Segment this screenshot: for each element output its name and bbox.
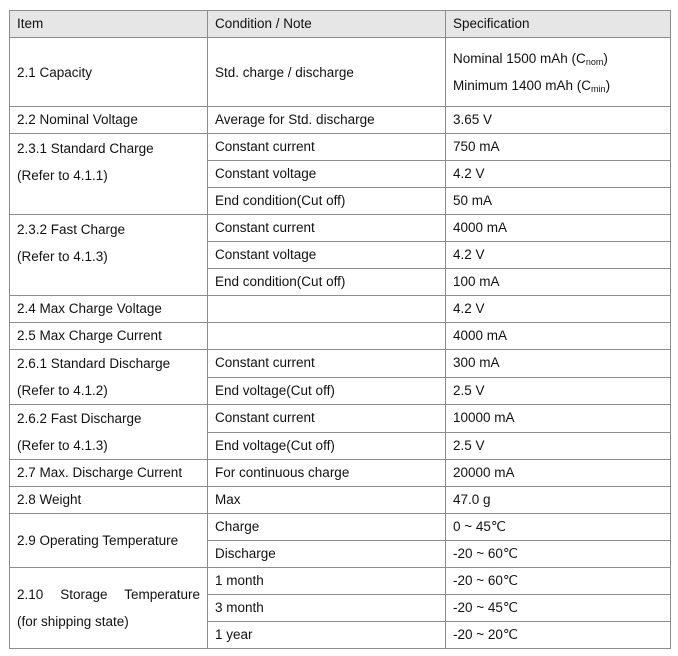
weight-item: 2.8 Weight bbox=[10, 487, 208, 514]
standard-charge-spec: 50 mA bbox=[446, 188, 671, 215]
standard-discharge-spec: 300 mA bbox=[446, 350, 671, 378]
max-discharge-current-item: 2.7 Max. Discharge Current bbox=[10, 460, 208, 487]
max-charge-voltage-item: 2.4 Max Charge Voltage bbox=[10, 296, 208, 323]
standard-charge-condition: End condition(Cut off) bbox=[208, 188, 446, 215]
weight-spec: 47.0 g bbox=[446, 487, 671, 514]
max-charge-voltage-condition bbox=[208, 296, 446, 323]
standard-discharge-condition: Constant current bbox=[208, 350, 446, 378]
standard-discharge-item: 2.6.1 Standard Discharge (Refer to 4.1.2) bbox=[10, 350, 208, 405]
operating-temperature-item: 2.9 Operating Temperature bbox=[10, 514, 208, 568]
table-row-capacity bbox=[10, 38, 671, 107]
operating-temperature-spec: -20 ~ 60℃ bbox=[446, 541, 671, 568]
capacity-condition: Std. charge / discharge bbox=[208, 38, 446, 107]
fast-charge-condition: Constant voltage bbox=[208, 242, 446, 269]
storage-temperature-condition: 1 month bbox=[208, 568, 446, 595]
capacity-spec bbox=[446, 38, 671, 107]
table-row-nominal-voltage bbox=[10, 107, 671, 134]
max-charge-voltage-spec: 4.2 V bbox=[446, 296, 671, 323]
table-header-row bbox=[10, 11, 671, 38]
standard-charge-condition: Constant current bbox=[208, 134, 446, 161]
max-charge-current-item: 2.5 Max Charge Current bbox=[10, 323, 208, 350]
capacity-nominal: Nominal 1500 mAh $(C_{nom})$ bbox=[453, 51, 608, 67]
table-row-standard-charge bbox=[10, 134, 671, 161]
nominal-voltage-condition: Average for Std. discharge bbox=[208, 107, 446, 134]
nominal-voltage-spec: 3.65 V bbox=[446, 107, 671, 134]
operating-temperature-spec: 0 ~ 45℃ bbox=[446, 514, 671, 541]
max-discharge-current-spec: 20000 mA bbox=[446, 460, 671, 487]
table-row-max-charge-voltage bbox=[10, 296, 671, 323]
fast-charge-condition: Constant current bbox=[208, 215, 446, 242]
max-discharge-current-condition: For continuous charge bbox=[208, 460, 446, 487]
max-charge-current-condition bbox=[208, 323, 446, 350]
header-condition: Condition / Note bbox=[208, 11, 446, 38]
fast-discharge-spec: 2.5 V bbox=[446, 432, 671, 460]
storage-temperature-condition: 3 month bbox=[208, 595, 446, 622]
nominal-voltage-item: 2.2 Nominal Voltage bbox=[10, 107, 208, 134]
operating-temperature-condition: Discharge bbox=[208, 541, 446, 568]
fast-charge-spec: 4.2 V bbox=[446, 242, 671, 269]
spec-table bbox=[9, 10, 671, 649]
capacity-minimum: Minimum 1400 mAh $(C_{min})$ bbox=[453, 78, 611, 94]
header-specification: Specification bbox=[446, 11, 671, 38]
table-row-fast-discharge bbox=[10, 405, 671, 433]
fast-charge-condition: End condition(Cut off) bbox=[208, 269, 446, 296]
spec-table-container bbox=[9, 10, 671, 649]
fast-charge-item: 2.3.2 Fast Charge (Refer to 4.1.3) bbox=[10, 215, 208, 296]
fast-discharge-spec: 10000 mA bbox=[446, 405, 671, 433]
fast-discharge-condition: End voltage(Cut off) bbox=[208, 432, 446, 460]
fast-discharge-condition: Constant current bbox=[208, 405, 446, 433]
table-row-fast-charge bbox=[10, 215, 671, 242]
fast-charge-spec: 4000 mA bbox=[446, 215, 671, 242]
standard-discharge-condition: End voltage(Cut off) bbox=[208, 377, 446, 405]
standard-charge-condition: Constant voltage bbox=[208, 161, 446, 188]
storage-temperature-condition: 1 year bbox=[208, 622, 446, 649]
fast-charge-spec: 100 mA bbox=[446, 269, 671, 296]
storage-temperature-spec: -20 ~ 45℃ bbox=[446, 595, 671, 622]
weight-condition: Max bbox=[208, 487, 446, 514]
header-item: Item bbox=[10, 11, 208, 38]
standard-charge-spec: 4.2 V bbox=[446, 161, 671, 188]
operating-temperature-condition: Charge bbox=[208, 514, 446, 541]
table-row-max-charge-current bbox=[10, 323, 671, 350]
standard-discharge-spec: 2.5 V bbox=[446, 377, 671, 405]
fast-discharge-item: 2.6.2 Fast Discharge (Refer to 4.1.3) bbox=[10, 405, 208, 460]
table-row-weight bbox=[10, 487, 671, 514]
standard-charge-spec: 750 mA bbox=[446, 134, 671, 161]
table-row-standard-discharge bbox=[10, 350, 671, 378]
storage-temperature-item: 2.10 Storage Temperature (for shipping state) bbox=[10, 568, 208, 649]
table-row-storage-temperature bbox=[10, 568, 671, 595]
storage-temperature-spec: -20 ~ 20℃ bbox=[446, 622, 671, 649]
max-charge-current-spec: 4000 mA bbox=[446, 323, 671, 350]
table-row-max-discharge-current bbox=[10, 460, 671, 487]
table-row-operating-temperature bbox=[10, 514, 671, 541]
storage-temperature-spec: -20 ~ 60℃ bbox=[446, 568, 671, 595]
capacity-item: 2.1 Capacity bbox=[10, 38, 208, 107]
standard-charge-item: 2.3.1 Standard Charge (Refer to 4.1.1) bbox=[10, 134, 208, 215]
